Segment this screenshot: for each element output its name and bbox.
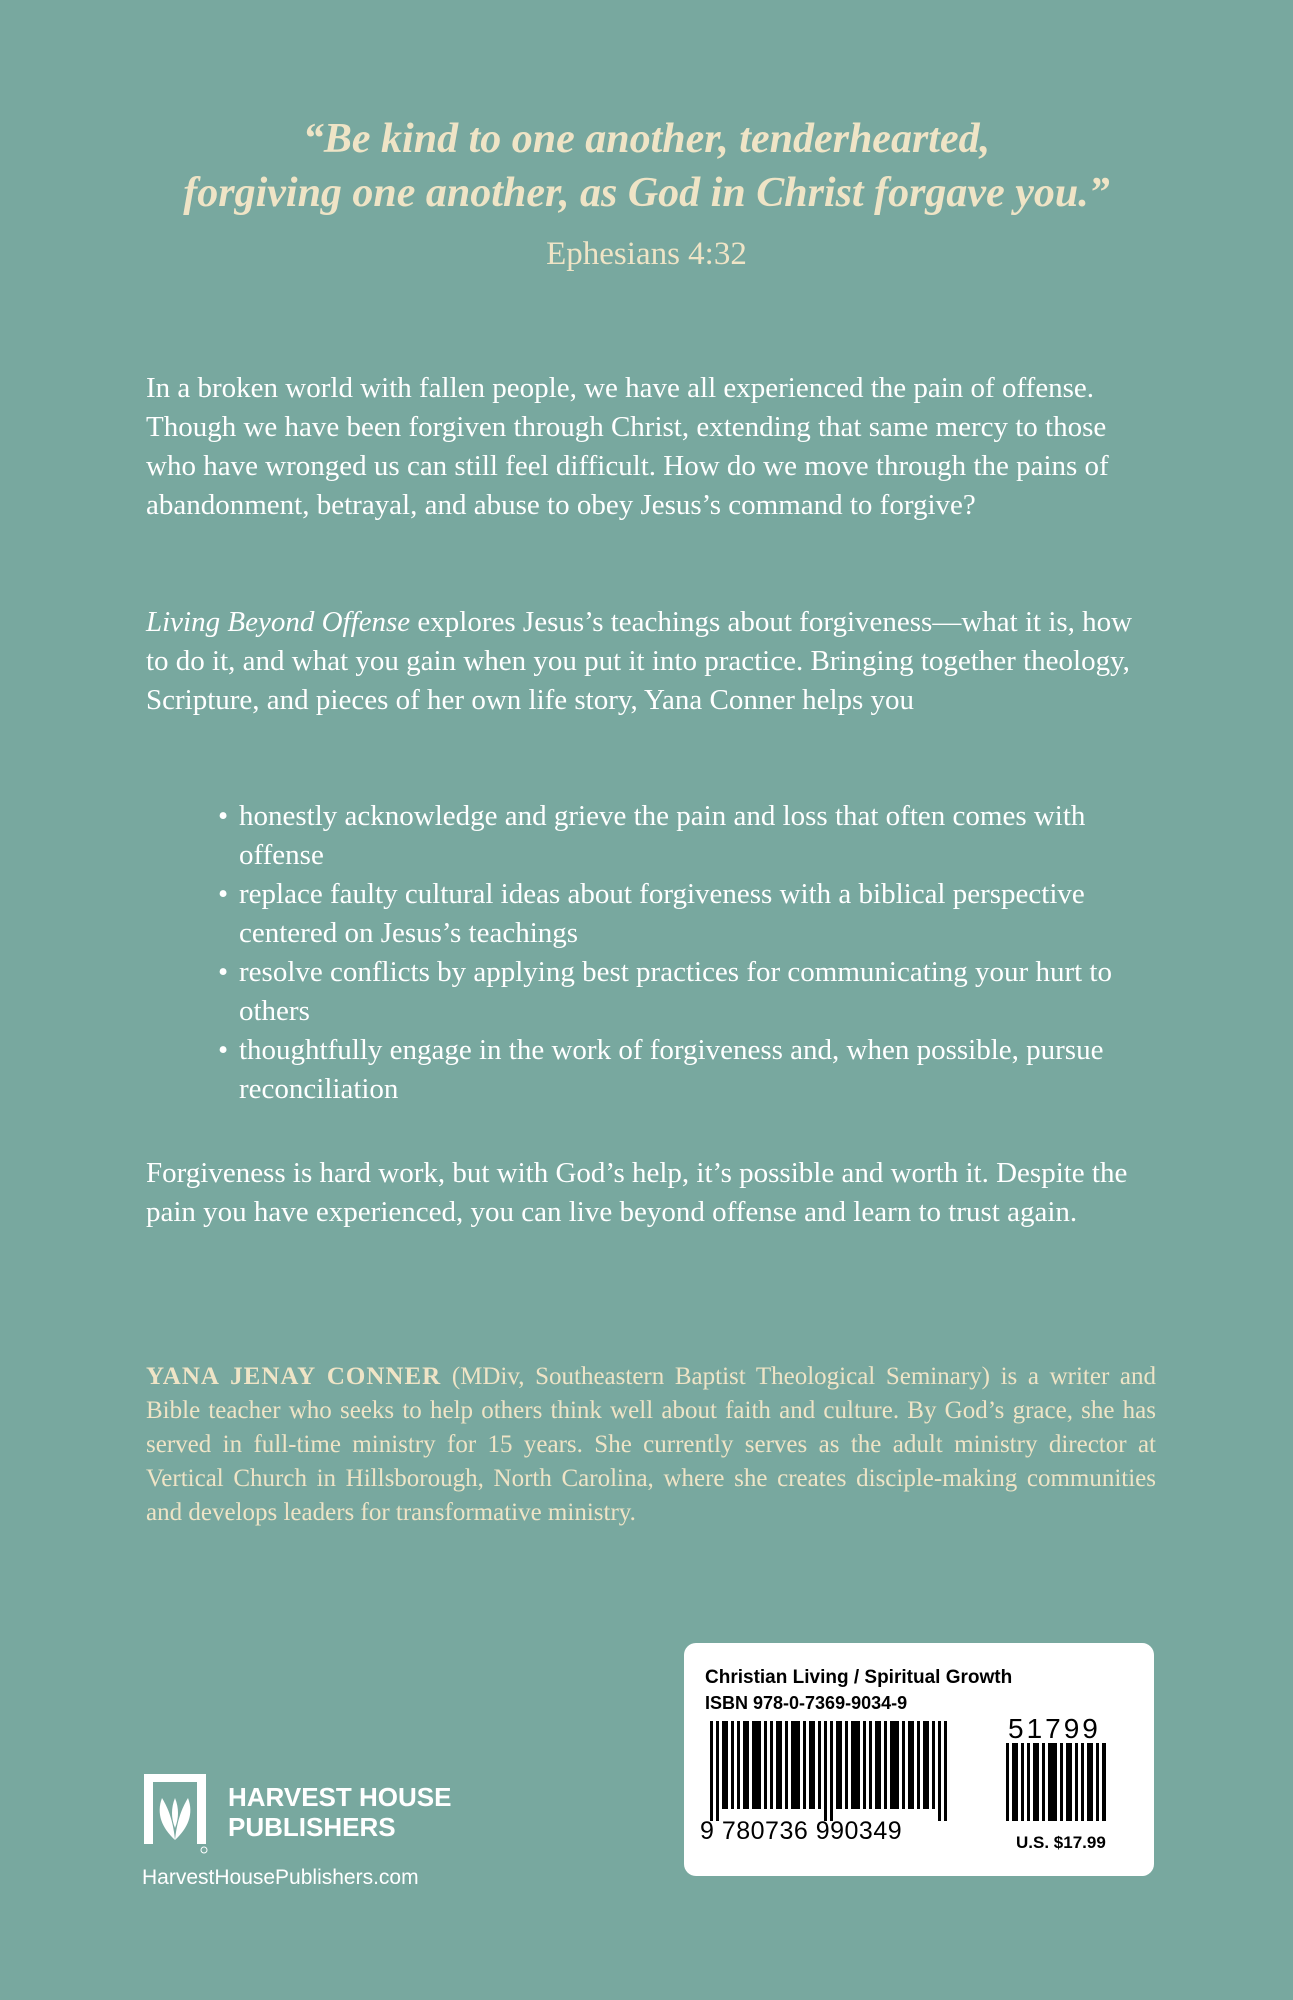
harvest-house-logo-icon [142,1768,208,1856]
bullet-icon: • [218,878,229,910]
price-barcode-icon [1006,1743,1106,1821]
publisher-name: HARVEST HOUSE PUBLISHERS [228,1782,452,1842]
bullet-icon: • [218,956,229,988]
quote-line-2: forgiving one another, as God in Christ forgave you.” [183,170,1110,216]
closing-paragraph: Forgiveness is hard work, but with God’s help, it’s possible and worth it. Despite the pain you have experienced, you can live beyond offense and learn to trust again. [146,1157,1128,1228]
publisher-url: HarvestHousePublishers.com [142,1866,419,1889]
list-item: • resolve conflicts by applying best practices for communicating your hurt to others [236,953,1156,1031]
isbn-number: ISBN 978-0-7369-9034-9 [705,1693,908,1713]
bisac-category: Christian Living / Spiritual Growth [705,1667,1013,1688]
author-name: YANA JENAY CONNER [146,1363,442,1390]
quote-line-1: “Be kind to one another, tenderhearted, [302,116,991,162]
bullet-icon: • [218,1034,229,1066]
quote-reference: Ephesians 4:32 [546,236,747,272]
list-item: • replace faulty cultural ideas about forgiveness with a biblical perspective centered on Jesus’s teachings [236,875,1156,953]
retail-price: U.S. $17.99 [1016,1833,1106,1852]
isbn-barcode-panel [684,1643,1154,1876]
list-item: • thoughtfully engage in the work of forgiveness and, when possible, pursue reconciliation [236,1031,1156,1109]
description-text: explores Jesus’s teachings about forgiveness—what it is, how to do it, and what you gain when you put it into practice. Bringing together theology, Scripture, and pieces of her own life story, Yana Conner helps you [146,606,1133,716]
author-bio [146,1360,1156,1530]
book-title: Living Beyond Offense [146,606,411,638]
publisher-logo [142,1768,502,1888]
barcode-digits: 9 780736 990349 [700,1817,903,1845]
epigraph-quote [0,112,1293,220]
benefits-list [218,797,1156,1109]
author-bio-text: (MDiv, Southeastern Baptist Theological Seminary) is a writer and Bible teacher who seeks to help others think well about faith and culture. By God’s grace, she has served in full-time ministry for 15 years. She currently serves as the adult ministry director at Vertical Church in Hillsborough, North Carolina, where she creates disciple-making communities and develops leaders for transformative ministry. [146,1363,1156,1526]
list-item: • honestly acknowledge and grieve the pain and loss that often comes with offense [236,797,1156,875]
bullet-icon: • [218,800,229,832]
ean-barcode-icon [710,1721,952,1821]
intro-paragraph: In a broken world with fallen people, we have all experienced the pain of offense. Though we have been forgiven through Christ, extending that same mercy to those who have wronged us can still feel difficult. How do we move through the pains of abandonment, betrayal, and abuse to obey Jesus’s command to forgive? [146,372,1109,521]
price-code: 51799 [1008,1713,1101,1744]
description-paragraph [146,603,1156,720]
